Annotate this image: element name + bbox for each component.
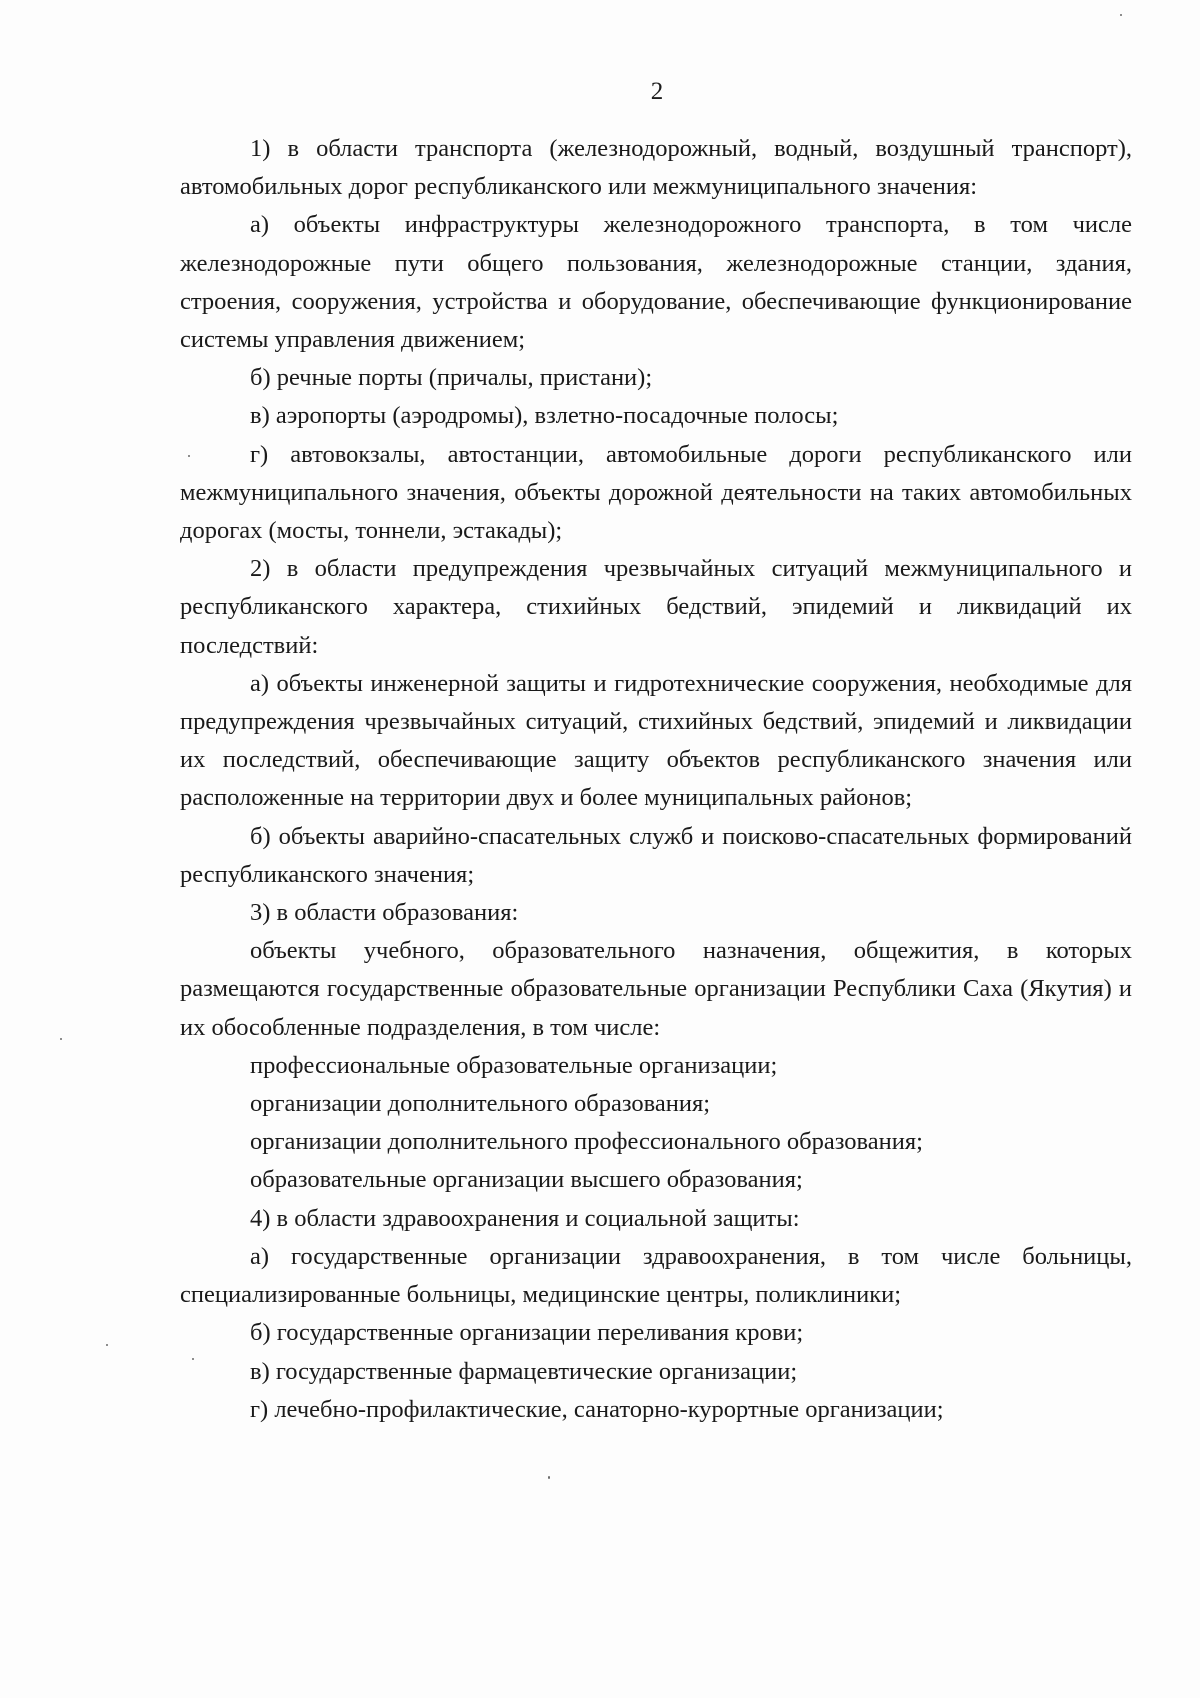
paragraph-blood-transfusion: б) государственные организации переливания крови;	[250, 1319, 804, 1347]
paragraph-state-healthcare-organizations: а) государственные организации здравоохранения, в том числе больницы, специализированные больницы, медицинские центры, поликлиники;	[180, 1242, 1132, 1309]
paragraph-rescue-services: б) объекты аварийно-спасательных служб и поисково-спасательных формирований республиканского значения;	[180, 822, 1132, 888]
document-body	[180, 130, 1132, 1429]
paragraph-transport: 1) в области транспорта (железнодорожный, водный, воздушный транспорт), автомобильных дорог республиканского или межмуниципального значения:	[180, 135, 1132, 201]
scan-speck	[60, 1038, 62, 1040]
paragraph-engineering-protection: а) объекты инженерной защиты и гидротехнические сооружения, необходимые для предупреждения чрезвычайных ситуаций, стихийных бедствий, эпидемий и ликвидации их последствий, обеспечивающие защиту объектов республиканского значения или расположенные на территории двух и более муниципальных районов;	[180, 669, 1132, 812]
paragraph-railway-infrastructure: а) объекты инфраструктуры железнодорожного транспорта, в том числе железнодорожные пути общего пользования, железнодорожные станции, здания, строения, сооружения, устройства и оборудование, обеспечивающие функционирование системы управления движением;	[180, 211, 1132, 354]
paragraph-professional-organizations: профессиональные образовательные организации;	[250, 1051, 778, 1079]
paragraph-additional-education: организации дополнительного образования;	[250, 1090, 711, 1118]
paragraph-emergency-prevention: 2) в области предупреждения чрезвычайных ситуаций межмуниципального и республиканского характера, стихийных бедствий, эпидемий и ликвидаций их последствий:	[180, 555, 1132, 659]
paragraph-education: 3) в области образования:	[250, 899, 519, 927]
paragraph-river-ports: б) речные порты (причалы, пристани);	[250, 364, 653, 392]
paragraph-sanatorium: г) лечебно-профилактические, санаторно-курортные организации;	[250, 1395, 944, 1423]
scan-speck	[1120, 14, 1122, 16]
paragraph-educational-facilities: объекты учебного, образовательного назначения, общежития, в которых размещаются государственные образовательные организации Республики Саха (Якутия) и их обособленные подразделения, в том числе:	[180, 937, 1132, 1041]
paragraph-additional-professional-education: организации дополнительного профессионального образования;	[250, 1128, 923, 1156]
paragraph-bus-stations-roads: г) автовокзалы, автостанции, автомобильные дороги республиканского или межмуниципального значения, объекты дорожной деятельности на таких автомобильных дорогах (мосты, тоннели, эстакады);	[180, 440, 1132, 545]
scan-speck	[192, 1358, 194, 1360]
paragraph-healthcare: 4) в области здравоохранения и социальной защиты:	[250, 1204, 800, 1232]
paragraph-airports: в) аэропорты (аэродромы), взлетно-посадочные полосы;	[250, 402, 839, 430]
scan-speck	[548, 1476, 550, 1479]
paragraph-higher-education: образовательные организации высшего образования;	[250, 1166, 803, 1194]
scan-speck	[188, 455, 190, 457]
scan-speck	[106, 1344, 108, 1346]
paragraph-pharmaceutical: в) государственные фармацевтические организации;	[250, 1357, 798, 1385]
page-number: 2	[650, 78, 664, 105]
